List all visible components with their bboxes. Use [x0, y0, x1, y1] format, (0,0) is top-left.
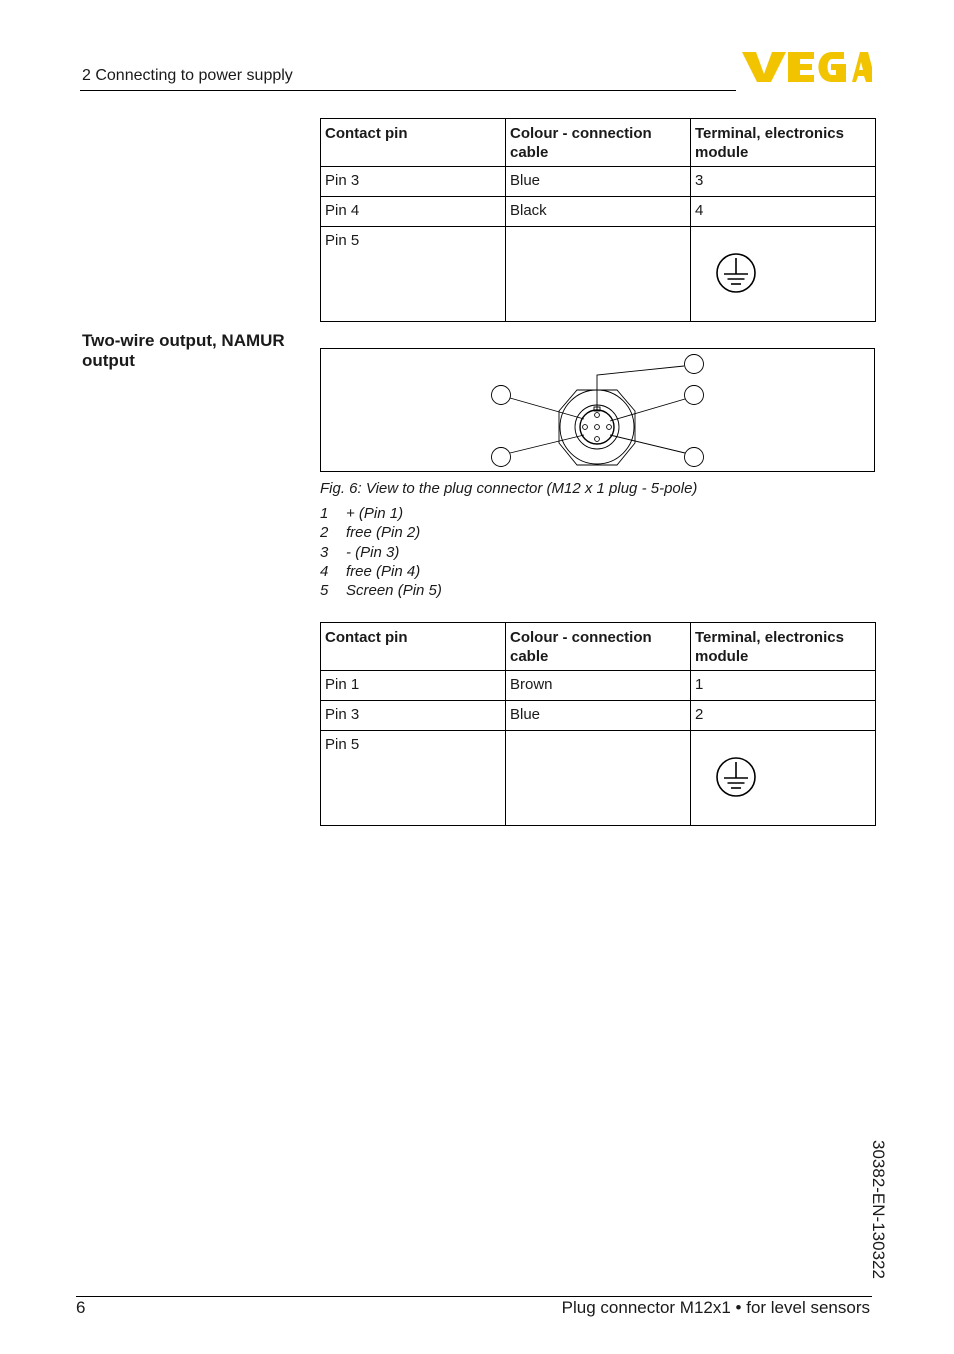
footer-divider — [76, 1296, 872, 1297]
table-cell: Brown — [506, 671, 691, 701]
pin-table-top — [320, 118, 876, 322]
plug-connector-figure — [320, 348, 875, 472]
vega-logo — [742, 50, 872, 84]
table-cell — [506, 227, 691, 322]
document-id: 30382-EN-130322 — [869, 1140, 888, 1279]
table-row — [321, 731, 876, 826]
section-header-title: 2 Connecting to power supply — [82, 67, 293, 84]
table-cell: 3 — [691, 167, 876, 197]
table-row — [321, 671, 876, 701]
ground-symbol-icon — [715, 252, 757, 294]
table-cell — [691, 731, 876, 826]
table-cell: Pin 3 — [321, 167, 506, 197]
figure-legend — [320, 504, 442, 600]
table-cell: Pin 4 — [321, 197, 506, 227]
plug-connector-drawing — [321, 349, 874, 471]
table-cell: Pin 5 — [321, 227, 506, 322]
column-header: Terminal, electronics module — [691, 623, 876, 671]
table-cell: 4 — [691, 197, 876, 227]
legend-item: 4 free (Pin 4) — [320, 562, 421, 580]
section-heading: Two-wire output, NAMUR output — [82, 331, 285, 370]
footer-document-title: Plug connector M12x1 • for level sensors — [561, 1298, 870, 1317]
callout-circle — [492, 448, 511, 467]
table-cell: Pin 3 — [321, 701, 506, 731]
pin-table-bottom — [320, 622, 876, 826]
table-row — [321, 167, 876, 197]
column-header: Contact pin — [321, 119, 506, 167]
table-cell: Blue — [506, 167, 691, 197]
table-row — [321, 227, 876, 322]
page-number: 6 — [76, 1298, 86, 1317]
table-row — [321, 701, 876, 731]
callout-circle — [685, 355, 704, 374]
legend-item: 3 - (Pin 3) — [320, 543, 400, 561]
table-cell: Pin 1 — [321, 671, 506, 701]
header-divider — [80, 90, 736, 91]
legend-item: 1 + (Pin 1) — [320, 505, 404, 522]
legend-item: 2 free (Pin 2) — [320, 524, 421, 542]
callout-circle — [685, 448, 704, 467]
table-cell: 2 — [691, 701, 876, 731]
column-header: Colour - connection cable — [506, 623, 691, 671]
table-cell: Blue — [506, 701, 691, 731]
column-header: Colour - connection cable — [506, 119, 691, 167]
table-cell: Pin 5 — [321, 731, 506, 826]
column-header: Contact pin — [321, 623, 506, 671]
callout-circle — [492, 386, 511, 405]
table-cell: Black — [506, 197, 691, 227]
table-cell — [506, 731, 691, 826]
callout-circle — [685, 386, 704, 405]
table-cell — [691, 227, 876, 322]
figure-caption: Fig. 6: View to the plug connector (M12 x 1 plug - 5-pole) — [320, 480, 698, 497]
table-row — [321, 197, 876, 227]
column-header: Terminal, electronics module — [691, 119, 876, 167]
ground-symbol-icon — [715, 756, 757, 798]
legend-item: 5 Screen (Pin 5) — [320, 582, 442, 600]
table-cell: 1 — [691, 671, 876, 701]
